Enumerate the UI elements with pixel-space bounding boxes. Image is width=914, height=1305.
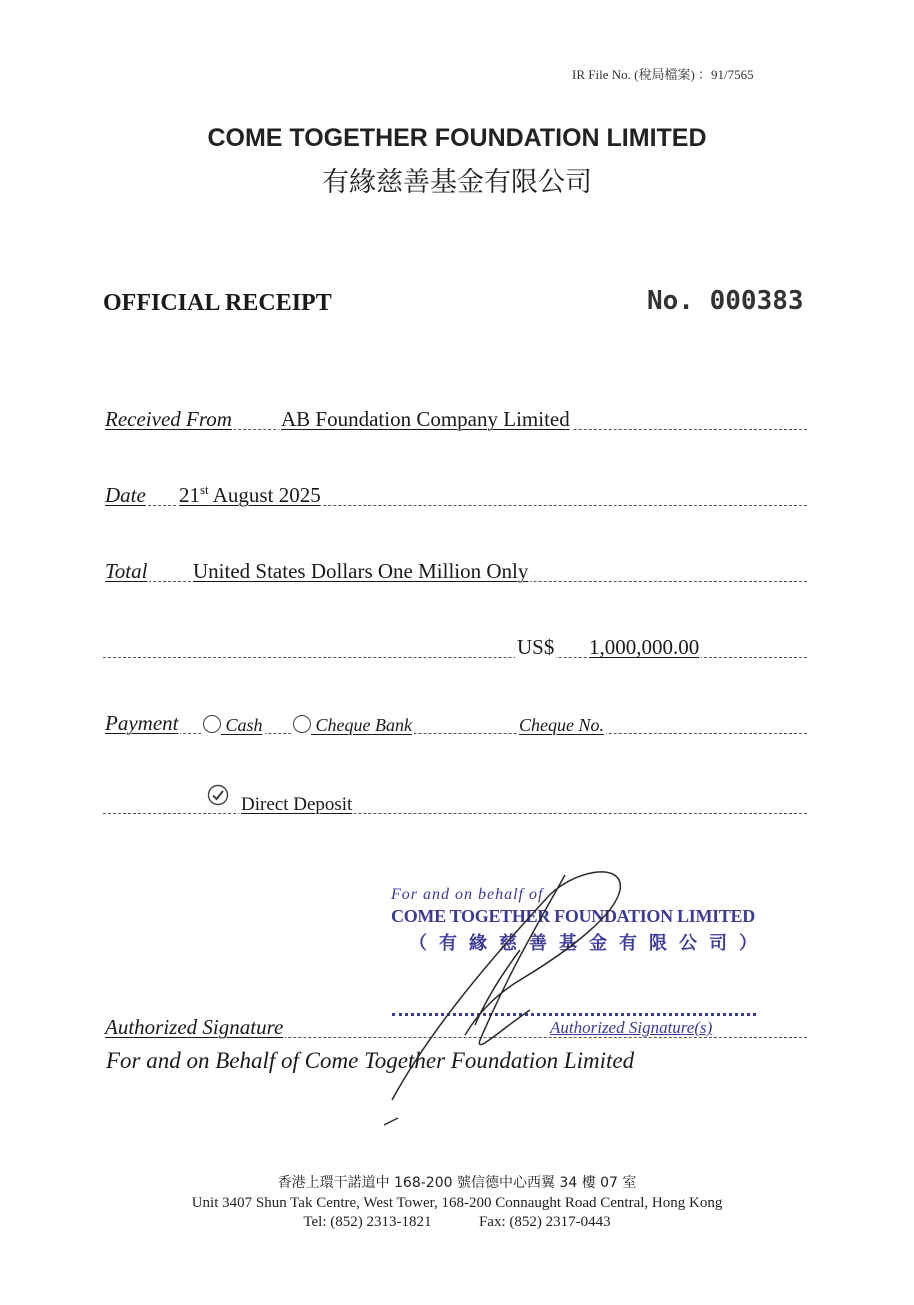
ir-file-number: IR File No. (稅局檔案) ：91/7565 [572,67,754,82]
total-label: Total [105,559,148,583]
document-title: OFFICIAL RECEIPT [103,290,332,316]
received-from-label: Received From [105,407,232,431]
receipt-number: No. 000383 [647,286,804,316]
date-rest: August 2025 [212,483,321,507]
amount-value: 1,000,000.00 [589,635,700,659]
radio-circle-icon[interactable] [203,715,221,733]
date-row [103,478,807,512]
stamp-authorized-signatures: Authorized Signature(s) [550,1018,713,1037]
cheque-no-label: Cheque No. [519,715,604,735]
company-chop-stamp [391,886,769,955]
organization-title: COME TOGETHER FOUNDATION LIMITED [207,124,707,152]
amount-row [103,630,807,664]
radio-circle-icon[interactable] [293,715,311,733]
stamp-company-name-chinese: （有緣慈善基金有限公司） [409,933,769,954]
date-suffix: st [200,482,209,497]
total-value: United States Dollars One Million Only [193,559,529,583]
direct-deposit-row [103,786,807,820]
received-from-value: AB Foundation Company Limited [281,407,570,431]
stamp-line1: For and on behalf of [391,886,544,903]
organization-title-chinese: 有緣慈善基金有限公司 [322,167,592,198]
cash-label: Cash [225,715,263,735]
received-from-row [103,402,807,436]
payment-row [103,706,807,740]
authorized-signature-label: Authorized Signature [105,1015,284,1039]
dashed-line [103,657,807,658]
payment-option-cheque-bank[interactable] [291,715,414,734]
checked-circle-icon[interactable] [207,784,229,806]
currency-label: US$ [517,635,555,659]
footer-tel: Tel: (852) 2313-1821 [303,1214,432,1230]
total-row [103,554,807,588]
footer-address-chinese: 香港上環干諾道中 168-200 號信德中心西翼 34 樓 07 室 [277,1175,637,1191]
cheque-bank-label: Cheque Bank [315,715,412,735]
direct-deposit-label: Direct Deposit [241,794,353,815]
date-day: 21 [179,483,200,507]
footer-address: Unit 3407 Shun Tak Centre, West Tower, 168-200 Connaught Road Central, Hong Kong [191,1195,723,1211]
on-behalf-text: For and on Behalf of Come Together Foundation Limited [106,1048,635,1073]
stamp-company-name: COME TOGETHER FOUNDATION LIMITED [391,906,755,926]
footer-contact [0,1214,914,1231]
footer-fax: Fax: (852) 2317-0443 [478,1214,611,1230]
dashed-line [103,813,807,814]
payment-label: Payment [105,711,179,735]
date-value [177,483,323,506]
payment-option-cash[interactable] [201,715,265,734]
date-label: Date [105,483,146,507]
